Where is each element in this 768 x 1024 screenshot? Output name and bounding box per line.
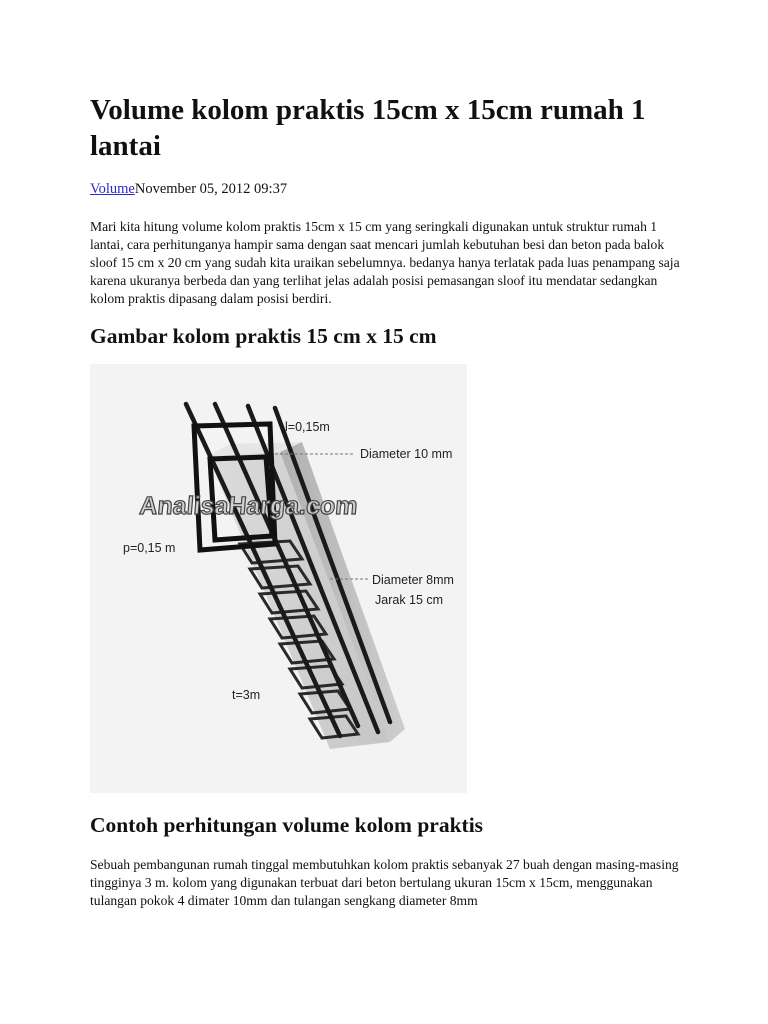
label-l: l=0,15m <box>285 420 330 434</box>
column-diagram-figure <box>90 364 467 793</box>
section-heading-example: Contoh perhitungan volume kolom praktis <box>90 813 484 837</box>
label-p: p=0,15 m <box>123 541 176 555</box>
watermark: AnalisaHarga.com <box>138 492 359 520</box>
label-stirrup: Diameter 8mm <box>372 573 454 587</box>
label-t: t=3m <box>232 688 261 702</box>
post-date: November 05, 2012 09:37 <box>134 181 288 197</box>
label-main-bar: Diameter 10 mm <box>360 447 453 461</box>
column-diagram <box>90 364 467 793</box>
label-spacing: Jarak 15 cm <box>375 593 444 607</box>
post-meta <box>90 180 680 198</box>
page-title: Volume kolom praktis 15cm x 15cm rumah 1 lantai <box>90 94 646 162</box>
intro-paragraph: Mari kita hitung volume kolom praktis 15cm x 15 cm yang seringkali digunakan untuk struktur rumah 1 lantai, cara perhitunganya hampir sama dengan saat mencari jumlah kebutuhan besi dan beton pada balok sloof 15 cm x 20 cm yang sudah kita uraikan sebelumnya. bedanya hanya terlatak pada luas penampang saja karena ukuranya berbeda dan yang terlihat jelas adalah posisi pemasangan sloof itu mendatar sedangkan kolom praktis dipasang dalam posisi berdiri. <box>90 219 680 306</box>
category-link[interactable]: Volume <box>90 181 135 197</box>
example-paragraph: Sebuah pembangunan rumah tinggal membutuhkan kolom praktis sebanyak 27 buah dengan masing-masing tingginya 3 m. kolom yang digunakan terbuat dari beton bertulang ukuran 15cm x 15cm, menggunakan tulangan pokok 4 dimater 10mm dan tulangan sengkang diameter 8mm <box>90 857 679 908</box>
article <box>90 92 680 910</box>
section-heading-figure: Gambar kolom praktis 15 cm x 15 cm <box>90 324 437 348</box>
